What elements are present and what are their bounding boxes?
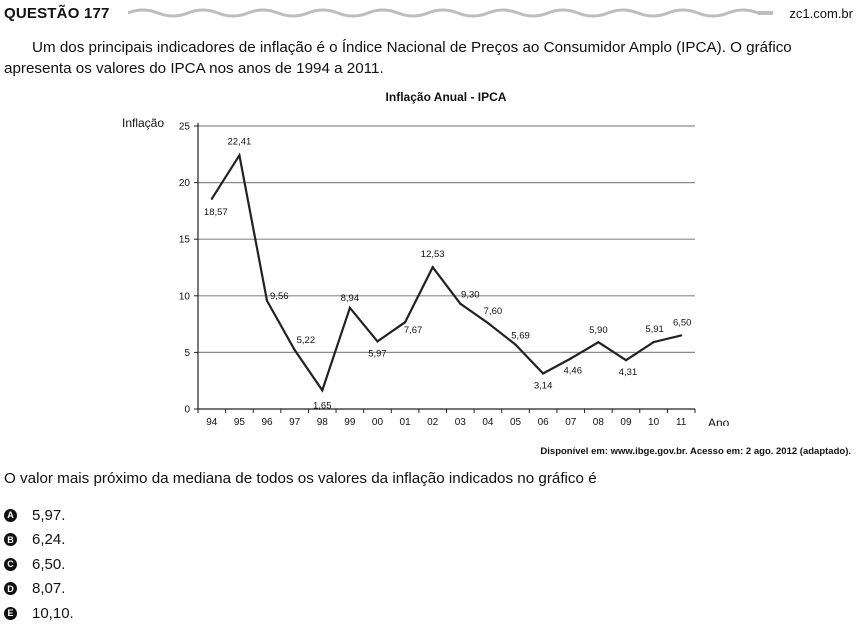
y-tick-label: 25	[178, 121, 190, 133]
data-point	[376, 340, 378, 342]
x-tick-label: 03	[454, 417, 466, 426]
option-d[interactable]	[4, 577, 74, 602]
data-point	[404, 321, 406, 323]
data-point	[652, 341, 654, 343]
data-label: 9,30	[461, 289, 480, 301]
data-point	[349, 307, 351, 309]
data-label: 6,50	[672, 317, 692, 329]
data-label: 5,90	[589, 325, 608, 337]
intro-line-2: apresenta os valores do IPCA nos anos de 1994 a 2011.	[4, 60, 384, 77]
y-tick-label: 0	[184, 404, 190, 416]
source-citation: Disponível em: www.ibge.gov.br. Acesso em: 2 ago. 2012 (adaptado).	[540, 446, 851, 457]
option-e[interactable]	[4, 601, 74, 626]
data-label: 8,94	[340, 292, 360, 304]
intro-line-1: Um dos principais indicadores de inflação é o Índice Nacional de Preços ao Consumidor Amplo (IPCA). O gráfico	[32, 39, 792, 56]
option-letter-badge: E	[4, 607, 17, 620]
data-label: 12,53	[420, 249, 445, 261]
data-label: 3,14	[533, 380, 553, 392]
answer-options	[4, 503, 74, 626]
x-tick-label: 95	[233, 417, 245, 426]
option-text: 6,50.	[32, 555, 66, 573]
option-text: 6,24.	[32, 531, 66, 549]
x-tick-label: 99	[344, 417, 356, 426]
decorative-wave-bar	[128, 8, 773, 18]
x-tick-label: 94	[206, 417, 218, 426]
x-tick-label: 97	[289, 417, 301, 426]
x-tick-label: 06	[537, 417, 549, 426]
data-label: 1,65	[313, 400, 332, 412]
y-tick-label: 10	[178, 291, 190, 303]
data-label: 4,31	[618, 367, 638, 379]
data-point	[514, 343, 516, 345]
chart-title: Inflação Anual - IPCA	[385, 90, 507, 104]
data-label: 4,46	[563, 365, 582, 377]
data-point	[597, 341, 599, 343]
option-c[interactable]	[4, 552, 74, 577]
x-tick-label: 09	[620, 417, 632, 426]
x-tick-label: 07	[565, 417, 577, 426]
option-text: 10,10.	[32, 604, 74, 622]
option-letter-badge: D	[4, 582, 17, 595]
x-tick-label: 05	[509, 417, 522, 426]
question-text: O valor mais próximo da mediana de todos os valores da inflação indicados no gráfico é	[4, 470, 597, 487]
data-label: 7,60	[483, 305, 503, 317]
data-label: 5,97	[368, 348, 387, 360]
intro-paragraph	[4, 37, 854, 79]
question-header	[4, 4, 855, 24]
y-tick-label: 15	[178, 234, 190, 246]
data-label: 5,91	[645, 324, 664, 336]
data-point	[266, 300, 268, 302]
y-tick-label: 5	[184, 347, 190, 359]
question-number: QUESTÃO 177	[4, 5, 110, 22]
data-point	[625, 359, 627, 361]
x-tick-label: 04	[482, 417, 494, 426]
data-point	[487, 322, 489, 324]
x-tick-label: 11	[675, 417, 687, 426]
option-b[interactable]	[4, 528, 74, 553]
data-point	[321, 389, 323, 391]
y-axis-label: Inflação	[122, 116, 165, 130]
data-point	[459, 303, 461, 305]
data-point	[294, 349, 296, 351]
ipca-series-line	[212, 155, 681, 390]
option-letter-badge: C	[4, 558, 17, 571]
y-tick-label: 20	[178, 178, 190, 190]
option-text: 5,97.	[32, 506, 66, 524]
data-label: 5,69	[511, 330, 530, 342]
ipca-line-chart	[110, 86, 750, 426]
data-label: 9,56	[270, 290, 289, 302]
data-point	[211, 198, 213, 200]
x-tick-label: 10	[648, 417, 660, 426]
data-point	[432, 266, 434, 268]
option-a[interactable]	[4, 503, 74, 528]
data-label: 22,41	[227, 136, 252, 148]
data-label: 7,67	[403, 325, 423, 337]
x-tick-label: 02	[427, 417, 439, 426]
data-point	[680, 334, 682, 336]
data-label: 5,22	[296, 334, 316, 346]
option-text: 8,07.	[32, 580, 66, 598]
site-watermark: zc1.com.br	[789, 6, 853, 21]
x-tick-label: 00	[371, 417, 384, 426]
data-point	[542, 372, 544, 374]
option-letter-badge: A	[4, 509, 17, 522]
data-point	[238, 154, 240, 156]
data-point	[570, 357, 572, 359]
x-tick-label: 96	[261, 417, 273, 426]
x-tick-label: 98	[316, 417, 328, 426]
data-label: 18,57	[203, 206, 228, 218]
x-tick-label: 01	[399, 417, 411, 426]
x-axis-label: Ano	[708, 416, 730, 426]
option-letter-badge: B	[4, 533, 17, 546]
x-tick-label: 08	[592, 417, 604, 426]
